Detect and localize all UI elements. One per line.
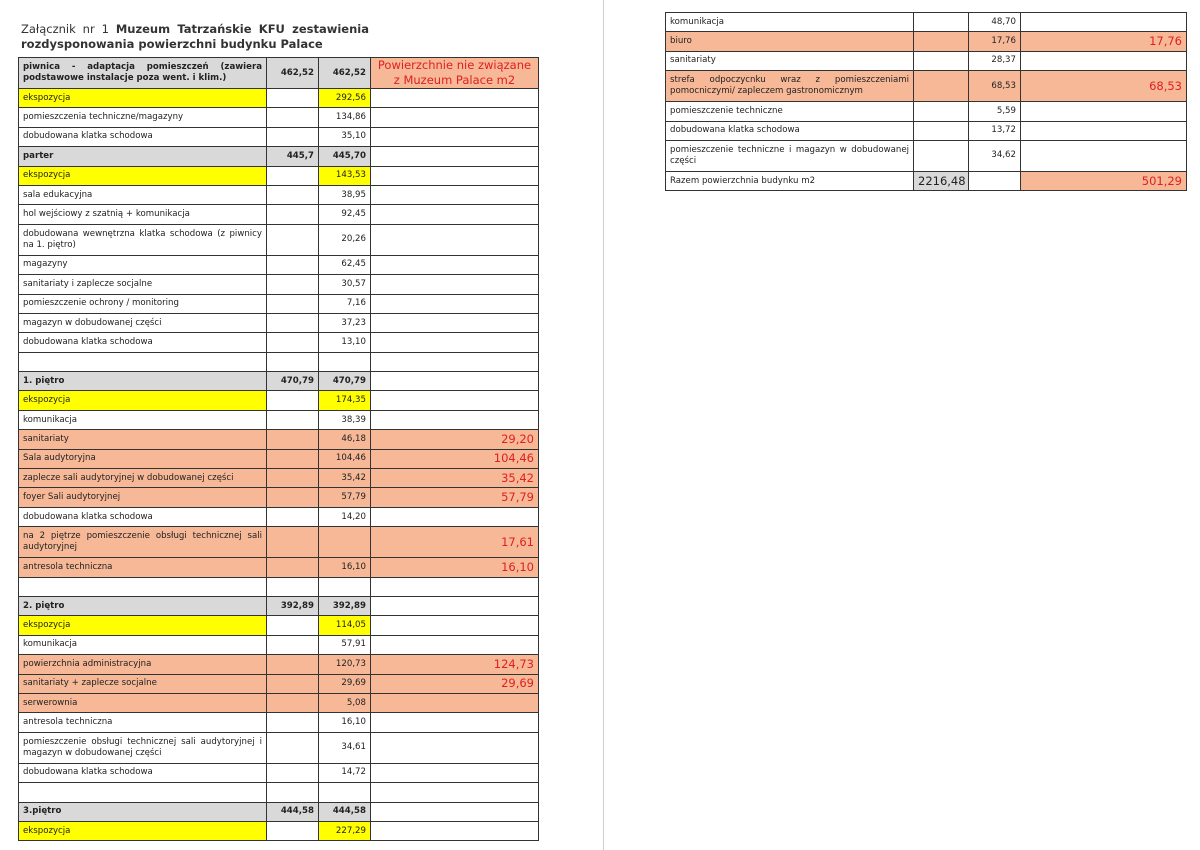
table-row: [19, 391, 539, 410]
row-label: dobudowana wewnętrzna klatka schodowa (z piwnicy na 1. piętro): [19, 224, 267, 255]
row-value-area: 5,59: [969, 102, 1021, 121]
row-value-total: [914, 121, 969, 140]
row-value-total: 445,7: [267, 147, 319, 166]
table-row: [19, 821, 539, 840]
total-unrelated-value: 501,29: [1021, 171, 1187, 190]
table-row: [19, 616, 539, 635]
row-value-unrelated: [371, 127, 539, 146]
row-value-total: [267, 821, 319, 840]
table-row: [19, 185, 539, 204]
row-value-unrelated: [371, 89, 539, 108]
row-value-unrelated: [371, 713, 539, 732]
right-area-table: [665, 12, 1187, 191]
row-value-total: [267, 693, 319, 712]
row-label: dobudowana klatka schodowa: [666, 121, 914, 140]
row-value-total: [914, 51, 969, 70]
row-value-area: 227,29: [319, 821, 371, 840]
row-value-unrelated: [371, 693, 539, 712]
row-value-total: [267, 89, 319, 108]
row-value-area: 57,79: [319, 488, 371, 507]
row-value-unrelated: [371, 108, 539, 127]
table-row: [19, 558, 539, 577]
table-row: [19, 693, 539, 712]
row-label: Sala audytoryjna: [19, 449, 267, 468]
row-value-unrelated: [371, 313, 539, 332]
row-value-total: [267, 763, 319, 782]
row-value-unrelated: 16,10: [371, 558, 539, 577]
row-label: na 2 piętrze pomieszczenie obsługi technicznej sali audytoryjnej: [19, 527, 267, 558]
row-value-area: 62,45: [319, 255, 371, 274]
row-value-area: 34,62: [969, 140, 1021, 171]
table-row: [19, 488, 539, 507]
row-value-total: 470,79: [267, 372, 319, 391]
row-value-total: [914, 32, 969, 51]
row-value-area: 16,10: [319, 558, 371, 577]
table-row: [19, 89, 539, 108]
row-label: serwerownia: [19, 693, 267, 712]
row-label: pomieszczenie ochrony / monitoring: [19, 294, 267, 313]
row-value-total: [267, 185, 319, 204]
row-label: parter: [19, 147, 267, 166]
row-value-total: 392,89: [267, 596, 319, 615]
table-row: [19, 108, 539, 127]
table-row: [666, 71, 1187, 102]
row-value-unrelated: [371, 763, 539, 782]
table-row: [19, 635, 539, 654]
row-label: [19, 577, 267, 596]
unrelated-areas-header: Powierzchnie nie związane z Muzeum Palace m2: [371, 58, 539, 89]
row-value-area: [319, 527, 371, 558]
row-value-unrelated: [371, 616, 539, 635]
row-value-total: [267, 205, 319, 224]
row-label: dobudowana klatka schodowa: [19, 127, 267, 146]
row-value-total: [267, 166, 319, 185]
row-value-area: 445,70: [319, 147, 371, 166]
row-value-area: 29,69: [319, 674, 371, 693]
table-row: [19, 224, 539, 255]
row-value-total: [267, 558, 319, 577]
table-row: [666, 51, 1187, 70]
row-value-area: 38,39: [319, 410, 371, 429]
table-row: [19, 713, 539, 732]
table-row: [19, 294, 539, 313]
row-value-total: [267, 635, 319, 654]
row-value-total: [267, 313, 319, 332]
row-label: piwnica - adaptacja pomieszczeń (zawiera podstawowe instalacje poza went. i klim.): [19, 58, 267, 89]
table-row: [19, 507, 539, 526]
row-value-area: 35,42: [319, 469, 371, 488]
row-value-area: 174,35: [319, 391, 371, 410]
row-value-unrelated: [371, 275, 539, 294]
row-value-total: [267, 410, 319, 429]
row-value-area: 462,52: [319, 58, 371, 89]
row-value-area: 34,61: [319, 732, 371, 763]
row-value-unrelated: [1021, 51, 1187, 70]
row-value-unrelated: [371, 802, 539, 821]
row-value-area: 68,53: [969, 71, 1021, 102]
row-value-total: [267, 255, 319, 274]
table-row: [19, 655, 539, 674]
row-label: sanitariaty: [666, 51, 914, 70]
total-label: Razem powierzchnia budynku m2: [666, 171, 914, 190]
table-row: [19, 469, 539, 488]
row-label: ekspozycja: [19, 166, 267, 185]
row-value-area: 48,70: [969, 13, 1021, 32]
row-label: foyer Sali audytoryjnej: [19, 488, 267, 507]
row-value-unrelated: [1021, 121, 1187, 140]
row-value-total: [267, 488, 319, 507]
row-label: [19, 352, 267, 371]
row-label: ekspozycja: [19, 821, 267, 840]
row-label: sanitariaty: [19, 430, 267, 449]
row-value-unrelated: [371, 294, 539, 313]
row-value-total: [267, 527, 319, 558]
row-label: pomieszczenie obsługi technicznej sali audytoryjnej i magazyn w dobudowanej części: [19, 732, 267, 763]
table-row: [19, 205, 539, 224]
table-row: [19, 127, 539, 146]
row-value-area: 35,10: [319, 127, 371, 146]
row-value-area: [319, 783, 371, 802]
row-value-unrelated: [371, 224, 539, 255]
row-label: biuro: [666, 32, 914, 51]
row-value-unrelated: [371, 352, 539, 371]
table-row: [19, 430, 539, 449]
table-row: [19, 166, 539, 185]
row-label: antresola techniczna: [19, 713, 267, 732]
row-value-area: 37,23: [319, 313, 371, 332]
row-label: magazyny: [19, 255, 267, 274]
row-value-unrelated: 29,69: [371, 674, 539, 693]
table-row: [19, 763, 539, 782]
row-value-area: 470,79: [319, 372, 371, 391]
row-value-total: [914, 102, 969, 121]
row-value-area: 20,26: [319, 224, 371, 255]
row-value-area: 16,10: [319, 713, 371, 732]
row-value-unrelated: [371, 205, 539, 224]
row-label: ekspozycja: [19, 616, 267, 635]
row-value-total: [267, 577, 319, 596]
row-value-unrelated: 17,61: [371, 527, 539, 558]
row-value-total: [914, 140, 969, 171]
row-value-area: 14,72: [319, 763, 371, 782]
row-value-area: 57,91: [319, 635, 371, 654]
row-label: sanitariaty i zaplecze socjalne: [19, 275, 267, 294]
table-row: [19, 783, 539, 802]
row-label: [19, 783, 267, 802]
row-value-total: [267, 127, 319, 146]
table-row: [19, 58, 539, 89]
row-label: zaplecze sali audytoryjnej w dobudowanej części: [19, 469, 267, 488]
row-value-unrelated: [371, 185, 539, 204]
row-value-unrelated: [371, 333, 539, 352]
row-value-unrelated: [371, 255, 539, 274]
row-label: powierzchnia administracyjna: [19, 655, 267, 674]
table-row: [19, 674, 539, 693]
row-value-total: [914, 13, 969, 32]
row-value-total: [914, 71, 969, 102]
table-row: [19, 313, 539, 332]
row-value-total: 444,58: [267, 802, 319, 821]
left-area-table: [18, 57, 539, 841]
table-row: [19, 577, 539, 596]
row-value-total: [267, 469, 319, 488]
table-row: [666, 32, 1187, 51]
row-value-area: 120,73: [319, 655, 371, 674]
row-value-area: 92,45: [319, 205, 371, 224]
total-area-value: 2216,48: [914, 171, 969, 190]
row-value-unrelated: 35,42: [371, 469, 539, 488]
row-value-area: 143,53: [319, 166, 371, 185]
total-row: [666, 171, 1187, 190]
table-row: [19, 596, 539, 615]
row-value-area: 114,05: [319, 616, 371, 635]
row-value-total: [267, 294, 319, 313]
row-value-area: 104,46: [319, 449, 371, 468]
row-value-unrelated: 29,20: [371, 430, 539, 449]
row-label: magazyn w dobudowanej części: [19, 313, 267, 332]
table-row: [666, 140, 1187, 171]
row-value-unrelated: [1021, 140, 1187, 171]
table-row: [19, 449, 539, 468]
table-row: [19, 255, 539, 274]
row-value-unrelated: [371, 821, 539, 840]
row-value-total: [267, 732, 319, 763]
row-value-unrelated: [371, 372, 539, 391]
table-row: [666, 13, 1187, 32]
row-value-unrelated: [371, 577, 539, 596]
row-label: komunikacja: [666, 13, 914, 32]
row-value-area: 392,89: [319, 596, 371, 615]
row-value-total: [267, 616, 319, 635]
row-value-unrelated: 17,76: [1021, 32, 1187, 51]
row-value-unrelated: [371, 635, 539, 654]
row-label: pomieszczenie techniczne: [666, 102, 914, 121]
row-label: 3.piętro: [19, 802, 267, 821]
row-value-area: 13,10: [319, 333, 371, 352]
row-value-total: [267, 507, 319, 526]
row-label: komunikacja: [19, 410, 267, 429]
title-prefix: Załącznik nr 1: [21, 22, 116, 36]
table-row: [666, 102, 1187, 121]
table-row: [19, 527, 539, 558]
page-divider: [603, 0, 604, 850]
row-value-unrelated: [1021, 102, 1187, 121]
row-value-area: 28,37: [969, 51, 1021, 70]
row-label: ekspozycja: [19, 89, 267, 108]
row-label: ekspozycja: [19, 391, 267, 410]
row-value-unrelated: 68,53: [1021, 71, 1187, 102]
row-value-area: 5,08: [319, 693, 371, 712]
row-label: antresola techniczna: [19, 558, 267, 577]
row-value-area: 13,72: [969, 121, 1021, 140]
row-value-total: [267, 713, 319, 732]
row-value-area: [319, 352, 371, 371]
table-row: [19, 275, 539, 294]
row-value-total: [267, 352, 319, 371]
row-value-unrelated: [371, 410, 539, 429]
document-title: [21, 22, 369, 52]
row-value-area: 292,56: [319, 89, 371, 108]
table-row: [19, 372, 539, 391]
row-value-total: [267, 224, 319, 255]
row-label: sanitariaty + zaplecze socjalne: [19, 674, 267, 693]
row-value-unrelated: 104,46: [371, 449, 539, 468]
row-label: strefa odpoczycnku wraz z pomieszczeniami pomocniczymi/ zapleczem gastronomicznym: [666, 71, 914, 102]
row-label: 1. piętro: [19, 372, 267, 391]
table-row: [666, 121, 1187, 140]
row-label: dobudowana klatka schodowa: [19, 763, 267, 782]
row-value-unrelated: 57,79: [371, 488, 539, 507]
row-label: dobudowana klatka schodowa: [19, 333, 267, 352]
row-value-total: 462,52: [267, 58, 319, 89]
row-value-area: 14,20: [319, 507, 371, 526]
row-value-area: 134,86: [319, 108, 371, 127]
row-value-total: [267, 333, 319, 352]
table-row: [19, 333, 539, 352]
row-value-total: [267, 108, 319, 127]
row-value-area: 444,58: [319, 802, 371, 821]
row-value-unrelated: [371, 596, 539, 615]
table-row: [19, 732, 539, 763]
row-value-area: [319, 577, 371, 596]
table-row: [19, 352, 539, 371]
row-value-area: 38,95: [319, 185, 371, 204]
row-value-total: [267, 674, 319, 693]
row-value-area: 46,18: [319, 430, 371, 449]
row-value-unrelated: [1021, 13, 1187, 32]
row-value-unrelated: 124,73: [371, 655, 539, 674]
title-bold: Muzeum Tatrzańskie KFU zestawienia rozdysponowania powierzchni budynku Palace: [21, 22, 369, 51]
total-empty: [969, 171, 1021, 190]
row-value-area: 7,16: [319, 294, 371, 313]
row-value-unrelated: [371, 166, 539, 185]
row-value-total: [267, 783, 319, 802]
row-value-unrelated: [371, 732, 539, 763]
row-value-total: [267, 449, 319, 468]
row-label: hol wejściowy z szatnią + komunikacja: [19, 205, 267, 224]
row-label: pomieszczenia techniczne/magazyny: [19, 108, 267, 127]
row-label: 2. piętro: [19, 596, 267, 615]
row-label: dobudowana klatka schodowa: [19, 507, 267, 526]
row-value-total: [267, 391, 319, 410]
row-value-area: 17,76: [969, 32, 1021, 51]
row-label: komunikacja: [19, 635, 267, 654]
table-row: [19, 410, 539, 429]
row-value-unrelated: [371, 507, 539, 526]
row-value-unrelated: [371, 147, 539, 166]
table-row: [19, 802, 539, 821]
table-row: [19, 147, 539, 166]
row-value-total: [267, 430, 319, 449]
row-label: pomieszczenie techniczne i magazyn w dobudowanej części: [666, 140, 914, 171]
row-value-unrelated: [371, 783, 539, 802]
row-value-area: 30,57: [319, 275, 371, 294]
row-label: sala edukacyjna: [19, 185, 267, 204]
row-value-total: [267, 275, 319, 294]
row-value-unrelated: [371, 391, 539, 410]
row-value-total: [267, 655, 319, 674]
